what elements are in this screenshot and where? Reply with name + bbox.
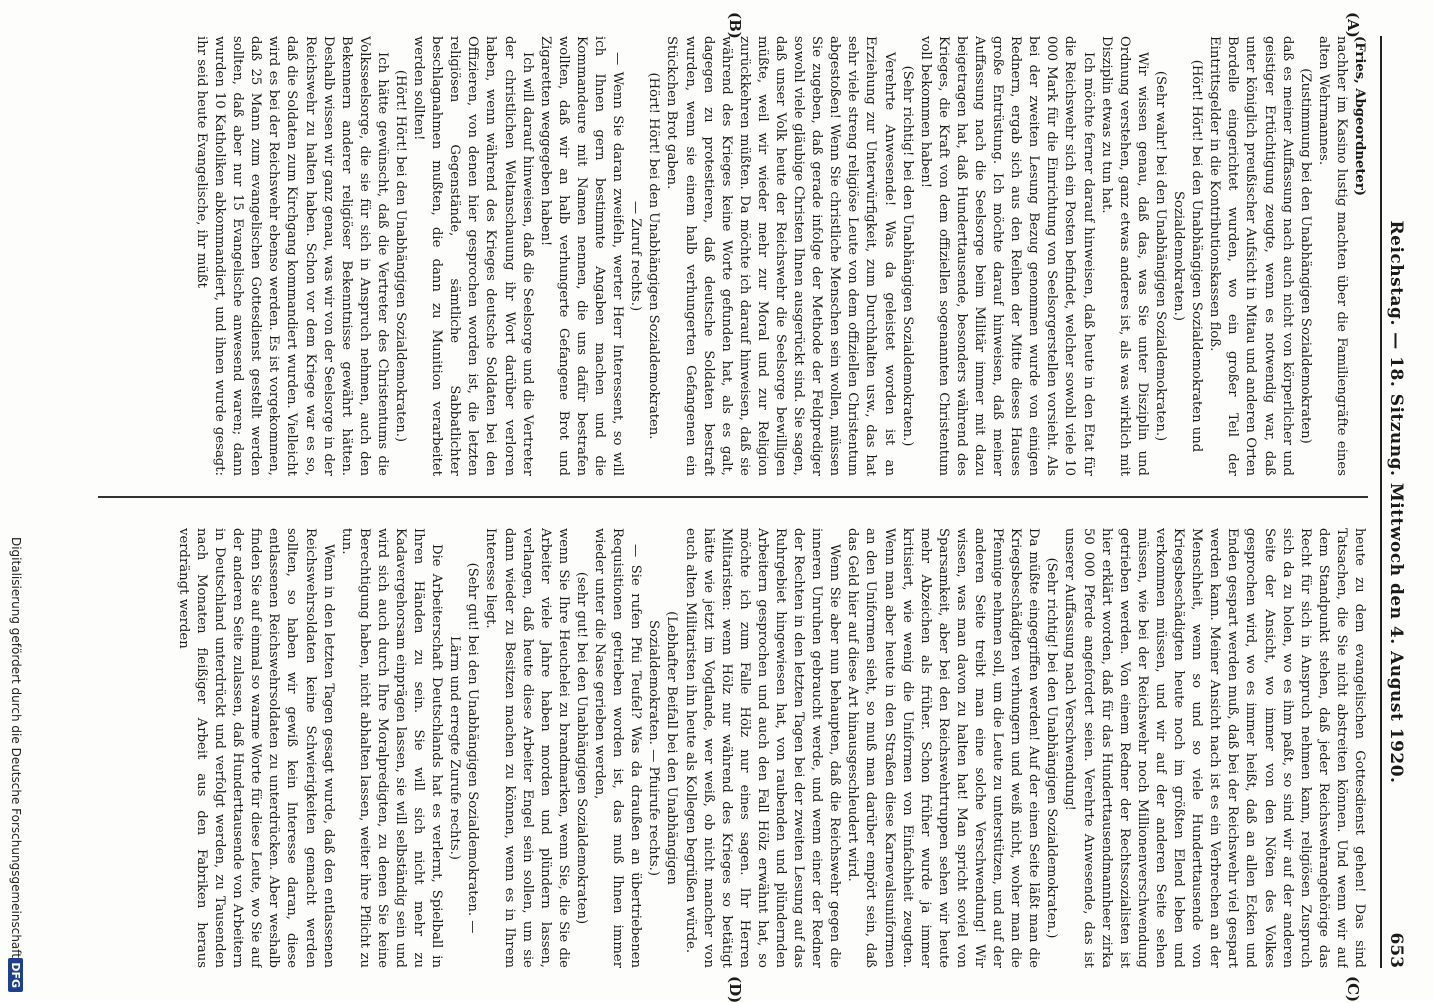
header-title: Reichstag. — 18. Sitzung. Mittwoch den 4. August 1920. <box>1386 220 1406 784</box>
funding-notice: Digitalisierung gefördert durch die Deutsche Forschungsgemeinschaft <box>9 536 23 958</box>
right-column <box>98 528 1368 968</box>
header-rule <box>1380 36 1382 968</box>
speaker-line: (Fries, Abgeordneter) <box>1352 36 1367 197</box>
margin-marker-b: (B) <box>726 12 744 39</box>
interjection: — Zuruf rechts.) <box>628 200 644 312</box>
interjection: (sehr gut! bei den Unabhängigen Sozialdemokraten) <box>573 571 589 925</box>
dfg-logo: DFG <box>8 958 23 992</box>
margin-marker-a: (A) <box>1344 12 1362 38</box>
paragraph: Wir wissen genau, daß das, was Sie unter Disziplin und Ordnung verstehen, ganz etwas anderes ist, als was wirklich mit Disziplin etwas zu tun hat. <box>1098 36 1150 476</box>
paragraph: Da müßte eingegriffen werden! Auf der einen Seite läßt man die Kriegsbeschädigten verhungern und weiß nicht, woher man die Pfennige nehmen soll, um die Leute zu unterstützen, und auf der anderen Seite treibt man eine solche Verschwendung! Wir wissen, was man davon zu halten hat! Man spricht soviel von Sparsamkeit, aber bei den Reichswehrtruppen sehen wir heute mehr Abzeichen als früher. Schon früher wurde ja immer kritisiert, wie wenig die Uniformen von Einfachheit zeugten. Wenn man aber heute in den Straßen diese Karnevalsuniformen an den Uniformen sieht, so muß man darüber empört sein, daß das Geld hier auf diese Art hinausgeschleudert wird. <box>845 528 1042 968</box>
interjection: (Hört! Hört! bei den Unabhängigen Sozialdemokraten. <box>646 72 662 440</box>
left-column <box>98 36 1368 476</box>
paragraph: Ich will darauf hinweisen, daß die Seelsorge und die Vertreter der christlichen Weltanschauung ihr Wort darüber verloren haben, wenn während des Krieges deutsche Soldaten bei den Offizieren, von denen hier gesprochen worden ist, die letzten religiösen Gegenstände, sämtliche Sabbatlichter beschlagnahmen mußten, die dann zu Munition verarbeitet werden sollten! <box>411 36 535 476</box>
interjection: (Hört! Hört! bei den Unabhängigen Sozialdemokraten.) <box>393 69 409 443</box>
paragraph: nachher im Kasino lustig machten über die Familiengräfte eines alten Wehrmannes. <box>1315 36 1349 476</box>
margin-marker-c: (C) <box>1344 976 1362 1003</box>
interjection: (Sehr wahr! bei den Unabhängigen Sozialdemokraten.) <box>1152 70 1168 442</box>
interjection: (Sehr gut! bei den Unabhängigen Sozialdemokraten. — Lärm und erregte Zurufe rechts.) <box>447 562 481 934</box>
margin-marker-d: (D) <box>726 976 744 1003</box>
page-header <box>1376 36 1416 968</box>
page-number: 653 <box>1386 932 1406 968</box>
paragraph: Ich möchte ferner darauf hinweisen, daß heute in den Etat für die Reichswehr sich ein Posten befindet, welcher sowohl viele 10 000 Mark für die Einrichtung von Seelsorgerstellen vorsieht. Als bei der zweiten Lesung Bezug genommen wurde von einigen Rednern, ergab sich aus den Reihen der Mitte dieses Hauses große Entrüstung. Ich möchte darauf hinweisen, daß meiner Auffassung nach die Seelsorge beim Militär immer mit dazu beigetragen hat, daß Hunderttausende, besonders während des Krieges, die Kraft von dem offiziellen sogenannten Christentum voll bekommen haben! <box>917 36 1096 476</box>
paragraph: Die Arbeiterschaft Deutschlands hat es verlernt, Spielball in Ihren Händen zu sein. Sie will sich nicht mehr zu Kadavergehorsam einprägen lassen, sie will selbständig sein und wird sich auch durch Ihre Moralpredigten, zu denen Sie keine Berechtigung haben, nicht abhalten lassen, weiter ihre Pflicht zu tun. <box>338 528 445 968</box>
paragraph: heute zu dem evangelischen Gottesdienst gehen! Das sind Tatsachen, die Sie nicht abstreiten können. Und wenn wir auf dem Standpunkt stehen, daß jeder Reichswehrangehörige das Recht für sich in Anspruch nehmen kann, religiösen Zuspruch sich da zu holen, wo es ihm paßt, so sind wir auf der anderen Seite der Ansicht, wo immer von den Nöten des Volkes gesprochen wird, wo es immer heißt, daß an allen Ecken und Enden gespart werden muß, daß bei der Reichswehr viel gespart werden kann. Meiner Ansicht nach ist es ein Verbrechen an der Menschheit, wenn so und so viele Hunderttausende von Kriegsbeschädigten heute noch im größten Elend leben und verkommen müssen, und wir auf der anderen Seite sehen müssen, wie bei der Reichswehr noch Millionenverschwendung getrieben werden. Von einem Redner der Rechtssozialisten ist hier erklärt worden, daß für das Hunderttausendmannheer zirka 50 000 Pferde angefordert seien. Verehrte Anwesende, das ist unserer Auffassung nach Verschwendung! <box>1062 528 1367 968</box>
interjection: (Sehr richtig! bei den Unabhängigen Sozialdemokraten.) <box>899 65 915 447</box>
interjection: (Zustimmung bei den Unabhängigen Sozialdemokraten) <box>1297 68 1313 444</box>
interjection: (Hört! Hört! bei den Unabhängigen Sozialdemokraten und Sozialdemokraten.) <box>1171 59 1205 453</box>
column-divider <box>98 496 1368 498</box>
interjection: (Lebhafter Beifall bei den Unabhängigen Sozialdemokraten. — Pfuirufe rechts.) <box>646 611 680 885</box>
paragraph: wenn Sie Ihre Heuchelei zu brandmarken, wenn Sie, die Sie die Arbeiter viele Jahre haben morden und plündern lassen, verlangen, daß heute diese Arbeiter Engel sein sollen, um sie dann wieder zu Besitzen machen zu können, wenn es in Ihrem Interesse liegt. <box>483 528 571 968</box>
page-footer <box>6 8 30 992</box>
interjection: (Sehr richtig! bei den Unabhängigen Sozialdemokraten.) <box>1044 557 1060 939</box>
paragraph: — Wenn Sie daran zweifeln, werter Herr Interessent, so will ich Ihnen gern bestimmte Angaben machen und die Kommandeure mit Namen nennen, die uns dafür bestrafen wollten, daß wir an halb verhungerte Gefangene Brot und Zigaretten weggegeben haben! <box>537 36 626 476</box>
paragraph: daß es meiner Auffassung nach auch nicht von körperlicher und geistiger Ertüchtigung zeugte, wenn es notwendig war, daß unter königlich preußischer Aufsicht in Mitau und anderen Orten Bordelle eingerichtet wurden, wo ein großer Teil der Eintrittsgelder in die Kontributionskassen floß. <box>1207 36 1295 476</box>
paragraph: Verehrte Anwesende! Was da geleistet worden ist an Erziehung zur Unterwürfigkeit, zum Durchhalten usw., das hat sehr viele streng religiöse Leute von dem offiziellen Christentum abgestoßen! Wenn Sie christliche Menschen sein wollen, müssen Sie zugeben, daß gerade infolge der Methode der Feldprediger sowohl viele gläubige Christen Ihnen ausgerückt sind. Sie sagen, daß unser Volk heute der Reichswehr die Seelsorge bewilligen müßte, weil wir wieder mehr zur Moral und zur Religion zurückkehren müßten. Da möchte ich darauf hinweisen, daß sie während des Krieges keine Worte gefunden hat, als es galt, dagegen zu protestieren, daß deutsche Soldaten bestraft wurden, wenn sie einem halb verhungerten Gefangenen ein Stückchen Brot gaben. <box>664 36 897 476</box>
paragraph: Ich hätte gewünscht, daß die Vertreter des Christentums die Volksseelsorge, die sie für sich in Anspruch nehmen, auch den Bekennern anderer religiöser Bekenntnisse gewährt hätten. Deshalb wissen wir ganz genau, was wir von der Seelsorge in der Reichswehr zu halten haben. Schon vor dem Kriege war es so, daß die Soldaten zum Kirchgang kommandiert wurden. Vielleicht wird es bei der Reichswehr ebenso werden. Es ist vorgekommen, daß 25 Mann zum evangelischen Gottesdienst gestellt werden sollten, daß aber nur 15 Evangelische anwesend waren; dann wurden 10 Katholiken abkommandiert, und ihnen wurde gesagt: ihr seid heute Evangelische, ihr müßt <box>194 36 390 476</box>
paragraph: Wenn Sie aber nun behaupten, daß die Reichswehr gegen die inneren Unruhen gebraucht werde, und wenn einer der Redner der Rechten in den letzten Tagen bei der zweiten Lesung auf das Ruhrgebiet hingewiesen hat, von raubenden und plündernden Arbeitern gesprochen und auch den Fall Hölz erwähnt hat, so möchte ich zum Falle Hölz nur eines sagen. Ihr Herren Militaristen: wenn Hölz nur während des Krieges so betätigt hätte wie jetzt im Vogtlande, wer weiß, ob nicht mancher von euch alten Militaristen ihn heute als Kollegen begrüßen würde. <box>682 528 843 968</box>
paragraph: Wenn in den letzten Tagen gesagt wurde, daß den entlassenen Reichswehrsoldaten keine Schwierigkeiten gemacht werden sollten, so haben wir gewiß kein Interesse daran, diese entlassenen Reichswehrsoldaten zu unterdrücken. Aber weshalb finden Sie auf einmal so warme Worte für diese Leute, wo Sie auf der anderen Seite zulassen, daß Hunderttausende von Arbeitern in Deutschland unterdrückt und verfolgt werden, zu Tausenden nach Monaten fleißiger Arbeit aus den Fabriken heraus verdrängt werden <box>175 528 336 968</box>
paragraph: — Sie rufen Pfui Teufel? Was da draußen an übertriebenen Requisitionen getrieben worden ist, das muß Ihnen immer wieder unter die Nase gerieben werden, <box>592 528 644 968</box>
